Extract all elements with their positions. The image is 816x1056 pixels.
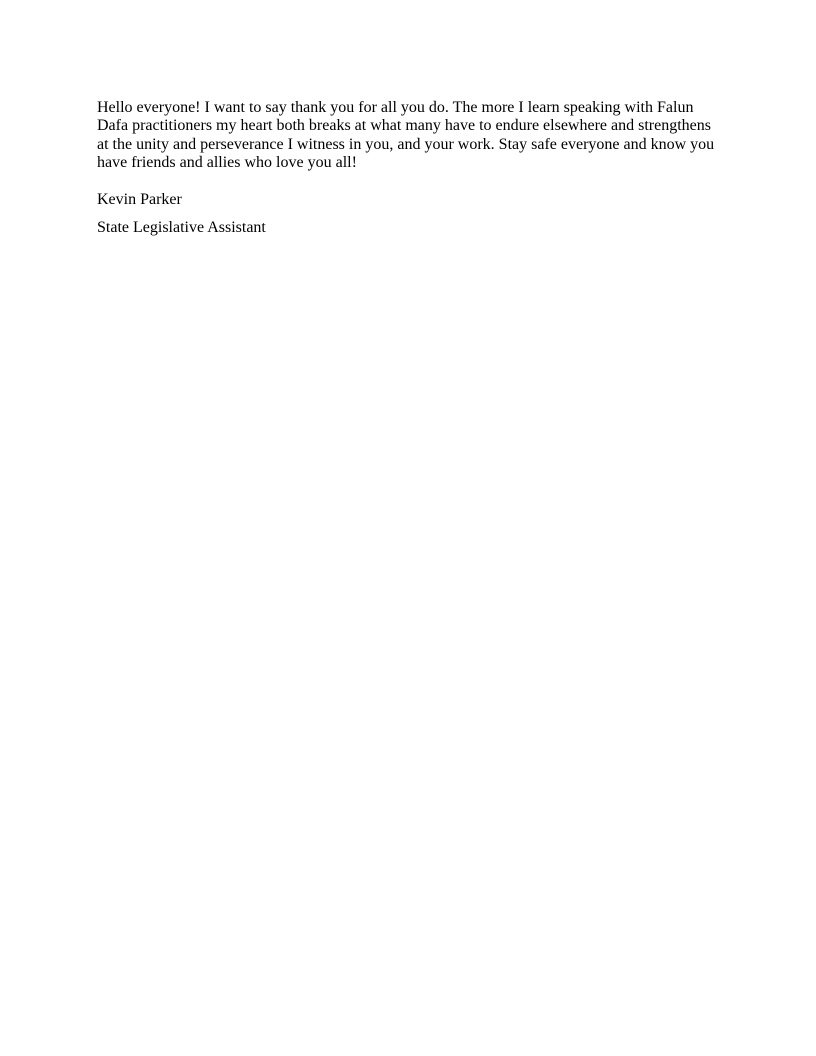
body-paragraph: Hello everyone! I want to say thank you for all you do. The more I learn speaking with Falun Dafa practitioners my heart both breaks at what many have to endure elsewhere and strengthens at the unity and perseverance I witness in you, and your work. Stay safe everyone and know you have friends and allies who love you all!	[97, 99, 715, 171]
signature-name: Kevin Parker	[97, 191, 182, 209]
signature-title: State Legislative Assistant	[97, 219, 266, 237]
document-content	[97, 99, 721, 238]
